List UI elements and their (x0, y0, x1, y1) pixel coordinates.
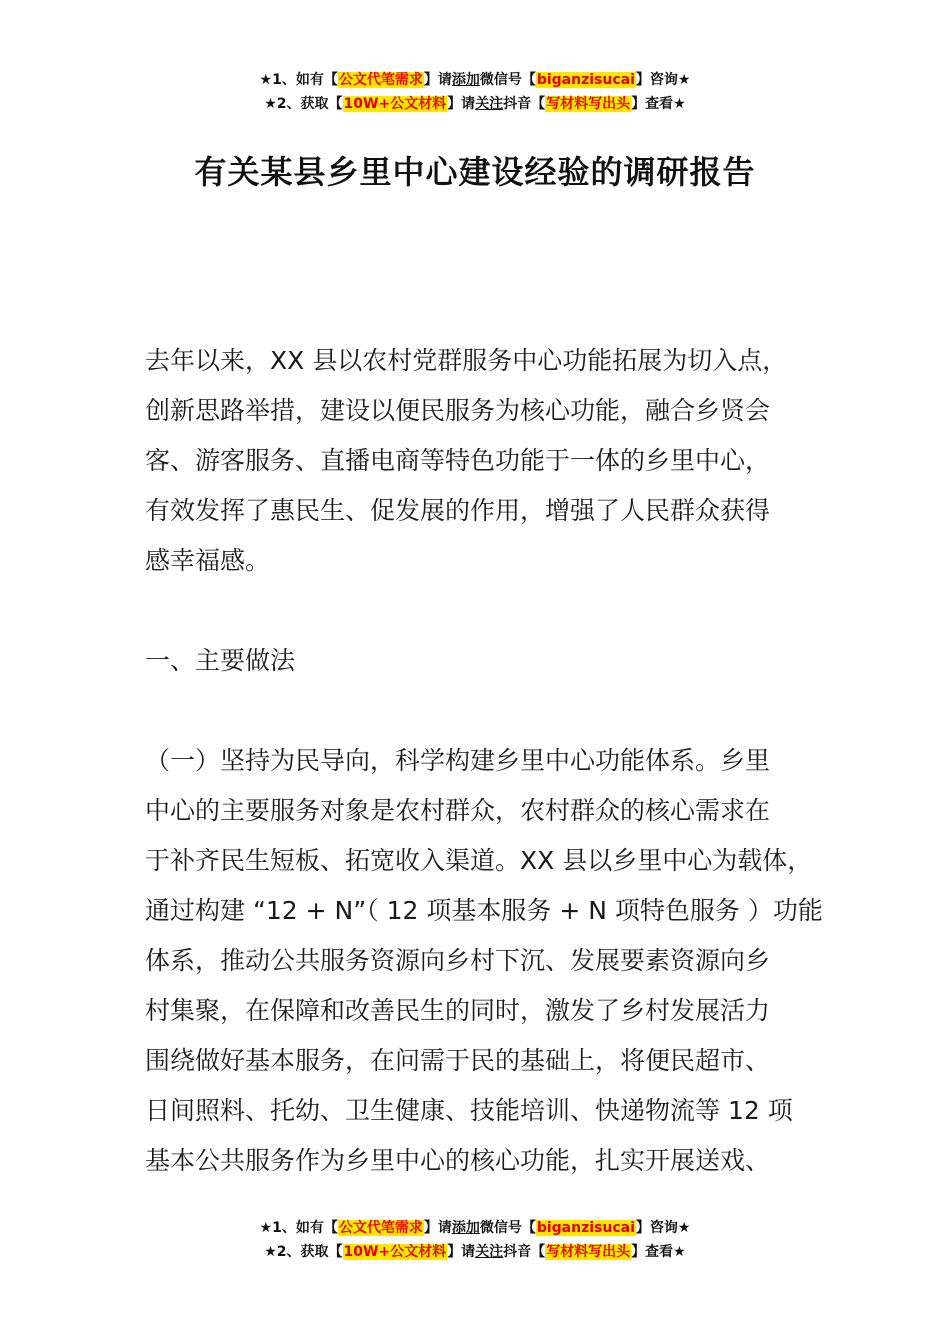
ad-underline-follow: 关注 (475, 1244, 504, 1260)
header-ad-banner (0, 68, 950, 116)
ad-text: 抖音【 (503, 1244, 546, 1260)
paragraph-line: 中心的主要服务对象是农村群众，农村群众的核心需求在 (145, 796, 771, 825)
ad-line-1 (0, 68, 950, 92)
intro-paragraph (145, 336, 835, 586)
ad-underline-add: 添加 (451, 1220, 480, 1236)
document-title: 有关某县乡里中心建设经验的调研报告 (194, 153, 756, 191)
ad-text: 】请 (447, 1244, 476, 1260)
ad-highlight-wechat-id: biganzisucai (536, 1220, 635, 1236)
paragraph-line: 村集聚，在保障和改善民生的同时，激发了乡村发展活力 (145, 996, 771, 1025)
ad-text: 】请 (423, 1220, 452, 1236)
ad-highlight-materials: 10W+公文材料 (343, 96, 447, 112)
ad-text: ★1、如有【 (259, 1220, 338, 1236)
ad-text: 】请 (423, 72, 452, 88)
ad-underline-add: 添加 (451, 72, 480, 88)
paragraph-line: 围绕做好基本服务，在问需于民的基础上，将便民超市、 (145, 1046, 771, 1075)
ad-text: 微信号【 (479, 72, 536, 88)
ad-text: 】咨询★ (635, 72, 691, 88)
ad-text: 】咨询★ (635, 1220, 691, 1236)
ad-text: 】查看★ (631, 1244, 686, 1260)
ad-line-2 (0, 1240, 950, 1264)
ad-line-2 (0, 92, 950, 116)
ad-text: 】请 (447, 96, 476, 112)
ad-line-1 (0, 1216, 950, 1240)
paragraph-line: 通过构建 “12 + N”（ 12 项基本服务 + N 项特色服务 ）功能 (145, 896, 823, 925)
paragraph-line: 客、游客服务、直播电商等特色功能于一体的乡里中心， (145, 446, 771, 475)
ad-highlight-douyin-id: 写材料写出头 (546, 1244, 631, 1260)
paragraph-line: 创新思路举措，建设以便民服务为核心功能，融合乡贤会 (145, 396, 771, 425)
ad-text: ★1、如有【 (259, 72, 338, 88)
paragraph-line: （一）坚持为民导向，科学构建乡里中心功能体系。乡里 (145, 746, 771, 775)
section-heading (145, 636, 835, 686)
ad-highlight-service: 公文代笔需求 (338, 1220, 423, 1236)
paragraph-line: 体系，推动公共服务资源向乡村下沉、发展要素资源向乡 (145, 946, 771, 975)
ad-highlight-service: 公文代笔需求 (338, 72, 423, 88)
ad-highlight-materials: 10W+公文材料 (343, 1244, 447, 1260)
ad-text: 抖音【 (503, 96, 546, 112)
ad-highlight-wechat-id: biganzisucai (536, 72, 635, 88)
ad-text: 】查看★ (631, 96, 686, 112)
paragraph-line: 去年以来，XX 县以农村党群服务中心功能拓展为切入点， (145, 346, 788, 375)
paragraph-line: 有效发挥了惠民生、促发展的作用，增强了人民群众获得 (145, 496, 771, 525)
paragraph-line: 感幸福感。 (145, 546, 271, 575)
paragraph-line: 日间照料、托幼、卫生健康、技能培训、快递物流等 12 项 (145, 1096, 793, 1125)
section-heading-text: 一、主要做法 (145, 646, 296, 675)
paragraph-line: 基本公共服务作为乡里中心的核心功能，扎实开展送戏、 (145, 1146, 771, 1175)
ad-highlight-douyin-id: 写材料写出头 (546, 96, 631, 112)
paragraph-line: 于补齐民生短板、拓宽收入渠道。XX 县以乡里中心为载体， (145, 846, 813, 875)
section1-paragraph (145, 736, 835, 1186)
ad-text: ★2、获取【 (264, 96, 343, 112)
ad-underline-follow: 关注 (475, 96, 504, 112)
ad-text: ★2、获取【 (264, 1244, 343, 1260)
ad-text: 微信号【 (479, 1220, 536, 1236)
footer-ad-banner (0, 1216, 950, 1264)
